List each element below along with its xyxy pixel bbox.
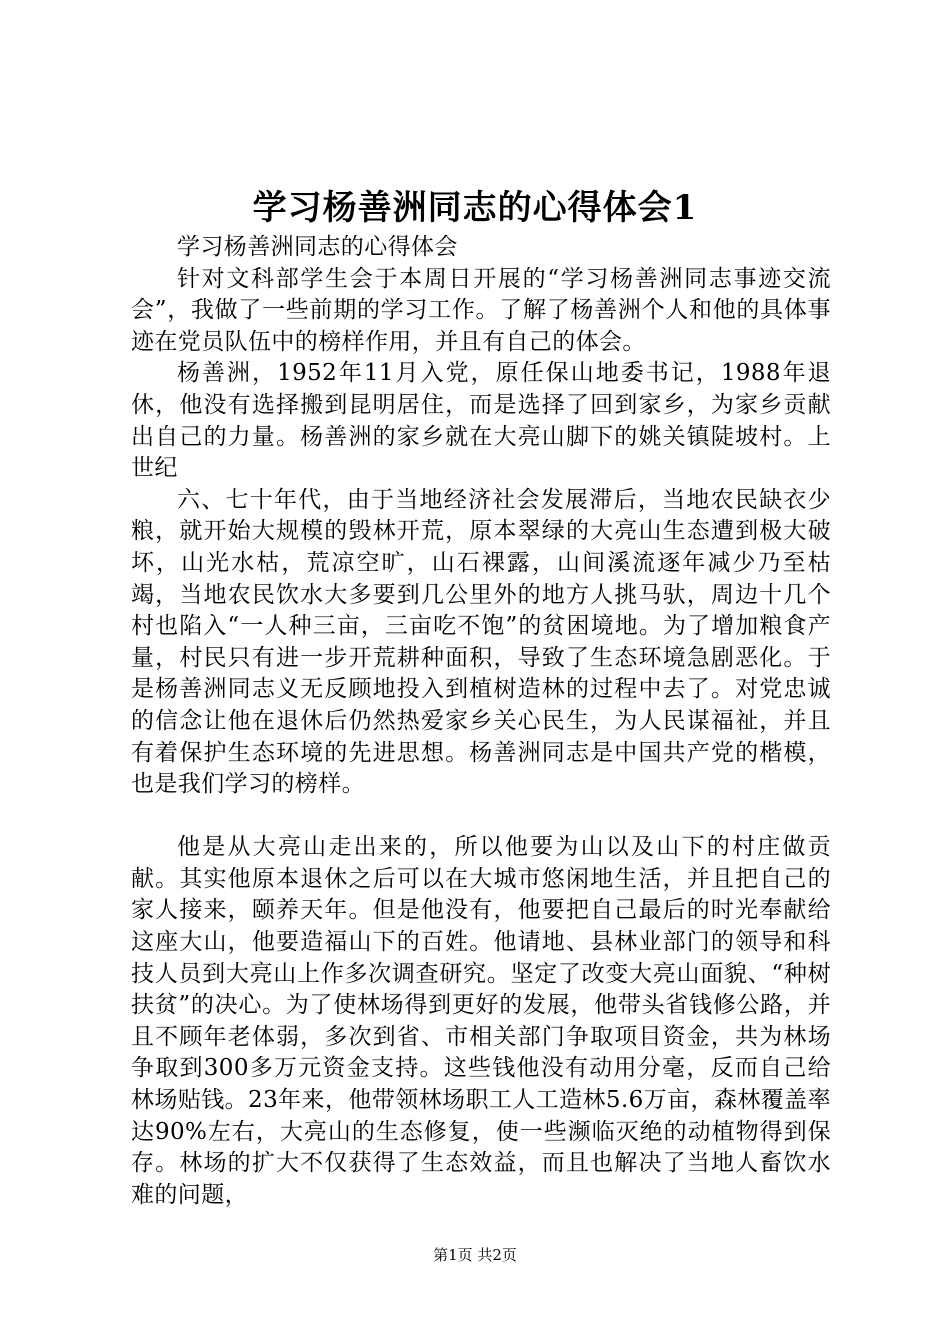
paragraph-subtitle: 学习杨善洲同志的心得体会 bbox=[177, 234, 458, 260]
paragraph-background: 六、七十年代，由于当地经济社会发展滞后，当地农民缺衣少粮，就开始大规模的毁林开荒，原本翠绿的大亮山生态遭到极大破坏，山光水枯，荒凉空旷，山石裸露，山间溪流逐年减少乃至枯竭，当地农民饮水大多要到几公里外的地方人挑马驮，周边十几个村也陷入“一人种三亩，三亩吃不饱”的贫困境地。为了增加粮食产量，村民只有进一步开荒耕种面积，导致了生态环境急剧恶化。于是杨善洲同志义无反顾地投入到植树造林的过程中去了。对党忠诚的信念让他在退休后仍然热爱家乡关心民生，为人民谋福祉，并且有着保护生态环境的先进思想。杨善洲同志是中国共产党的楷模，也是我们学习的榜样。 bbox=[131, 486, 831, 798]
paragraph-contribution: 他是从大亮山走出来的，所以他要为山以及山下的村庄做贡献。其实他原本退休之后可以在大城市悠闲地生活，并且把自己的家人接来，颐养天年。但是他没有，他要把自己最后的时光奉献给这座大山，他要造福山下的百姓。他请地、县林业部门的领导和科技人员到大亮山上作多次调查研究。坚定了改变大亮山面貌、“种树扶贫”的决心。为了使林场得到更好的发展，他带头省钱修公路，并且不顾年老体弱，多次到省、市相关部门争取项目资金，共为林场争取到300多万元资金支持。这些钱他没有动用分毫，反而自己给林场贴钱。23年来，他带领林场职工人工造林5.6万亩，森林覆盖率达90%左右，大亮山的生态修复，使一些濒临灭绝的动植物得到保存。林场的扩大不仅获得了生态效益，而且也解决了当地人畜饮水难的问题， bbox=[131, 834, 831, 1208]
page-number-footer: 第1页 共2页 bbox=[433, 1246, 517, 1264]
paragraph-intro: 针对文科部学生会于本周日开展的“学习杨善洲同志事迹交流会”，我做了一些前期的学习工作。了解了杨善洲个人和他的具体事迹在党员队伍中的榜样作用，并且有自己的体会。 bbox=[131, 265, 831, 355]
paragraph-biography: 杨善洲，1952年11月入党，原任保山地委书记，1988年退休，他没有选择搬到昆明居住，而是选择了回到家乡，为家乡贡献出自己的力量。杨善洲的家乡就在大亮山脚下的姚关镇陡坡村。上世纪 bbox=[131, 360, 831, 482]
document-body bbox=[131, 232, 831, 1211]
document-title: 学习杨善洲同志的心得体会1 bbox=[252, 188, 698, 228]
